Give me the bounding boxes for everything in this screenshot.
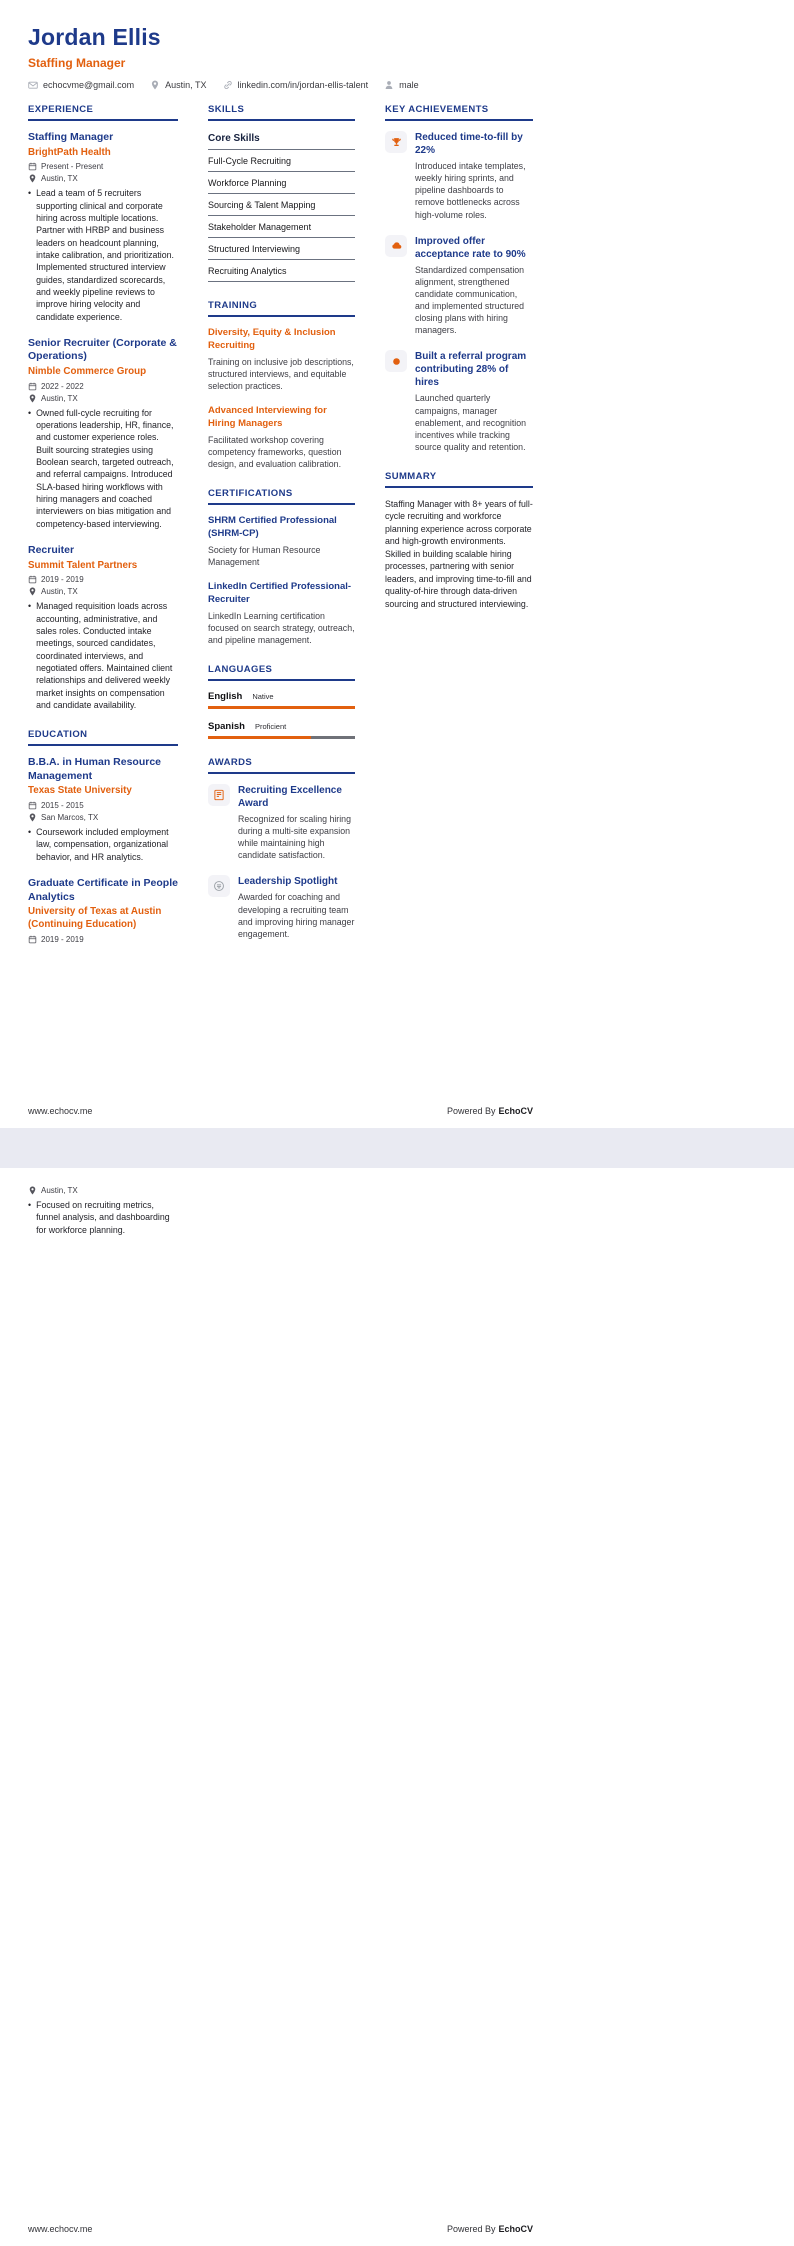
education-section — [28, 729, 178, 944]
certifications-section — [208, 488, 355, 646]
job-bullet: • Owned full-cycle recruiting for operations leadership, HR, finance, and customer experience roles. Built sourcing strategies using Boolean search, targeted outreach, and referral campaigns. Introduced SLA-based hiring workflows with hiring managers and coached interviewers on bias mitigation and competency-based interviewing. — [28, 407, 178, 530]
school-dates — [28, 801, 178, 810]
middle-column — [208, 104, 355, 962]
job-location — [28, 174, 178, 183]
contact-linkedin-text: linkedin.com/in/jordan-ellis-talent — [237, 80, 369, 90]
education-section-header: EDUCATION — [28, 729, 178, 746]
right-column — [385, 104, 533, 962]
achievement-title: Built a referral program contributing 28% of hires — [415, 351, 527, 389]
spotlight-icon — [208, 875, 230, 897]
language-level: Proficient — [254, 721, 287, 731]
job-company: BrightPath Health — [28, 146, 111, 158]
job-location-text: Austin, TX — [41, 587, 78, 597]
skills-section-header: SKILLS — [208, 104, 355, 121]
language-item — [208, 691, 355, 709]
contact-row — [28, 80, 794, 90]
contact-linkedin — [223, 80, 369, 90]
link-icon — [223, 80, 233, 90]
language-name: Spanish — [208, 720, 245, 732]
calendar-icon — [28, 801, 37, 810]
job-bullet: • Lead a team of 5 recruiters supporting clinical and corporate hiring across multiple locations. Partner with HRBP and business leaders on headcount planning, intake calibration, and prioritization. Implemented structured interview guides, standardized scorecards, and weekly pipeline reviews to improve hiring velocity and candidate experience. — [28, 187, 178, 322]
award-title: Recruiting Excellence Award — [238, 784, 342, 809]
achievement-description: Launched quarterly campaigns, manager enablement, and recognition incentives while tracking source quality and retention. — [415, 393, 527, 452]
degree-title: Graduate Certificate in People Analytics — [28, 877, 178, 903]
training-section-header: TRAINING — [208, 300, 355, 317]
email-icon — [28, 80, 38, 90]
training-item — [208, 405, 355, 470]
dot-icon — [385, 350, 407, 372]
page-footer — [28, 1106, 533, 1116]
awards-section-header: AWARDS — [208, 757, 355, 774]
achievement-title: Reduced time-to-fill by 22% — [415, 132, 523, 156]
job-dates-text: 2022 - 2022 — [41, 381, 84, 391]
school-dates-text: 2019 - 2019 — [41, 934, 84, 944]
calendar-icon — [28, 575, 37, 584]
footer-website: www.echocv.me — [28, 1106, 93, 1116]
job-bullet: • Managed requisition loads across accounting, administrative, and sales roles. Conducted intake meetings, sourced candidates, coordinated interviews, and negotiated offers. Maintained client relationships and delivered weekly market insights on compensation and candidate availability. — [28, 600, 178, 711]
certification-description: Society for Human Resource Management — [208, 544, 321, 567]
job-dates — [28, 382, 178, 391]
footer-brand: EchoCV — [498, 2224, 533, 2234]
location-icon — [28, 394, 37, 403]
job-location — [28, 587, 178, 596]
job-dates — [28, 162, 178, 171]
resume-page-2 — [0, 1168, 794, 2246]
school-location-text: San Marcos, TX — [41, 813, 99, 823]
skills-group-title: Core Skills — [208, 131, 355, 150]
candidate-title: Staffing Manager — [28, 56, 126, 70]
summary-section-header: SUMMARY — [385, 471, 533, 488]
contact-location-text: Austin, TX — [165, 80, 207, 90]
candidate-name: Jordan Ellis — [28, 24, 161, 50]
contact-location — [150, 80, 206, 90]
certification-title: LinkedIn Certified Professional-Recruiter — [208, 580, 352, 605]
location-icon — [28, 587, 37, 596]
cloud-icon — [385, 235, 407, 257]
job-dates-text: Present - Present — [41, 162, 104, 172]
job-title: Staffing Manager — [28, 131, 114, 143]
skill-item: Stakeholder Management — [208, 216, 355, 238]
certification-item — [208, 581, 355, 646]
job-company: Nimble Commerce Group — [28, 366, 147, 378]
experience-entry — [28, 131, 178, 323]
achievement-description: Standardized compensation alignment, strengthened candidate communication, and implemented structured closing plans with hiring managers. — [415, 264, 525, 336]
skill-item: Sourcing & Talent Mapping — [208, 194, 355, 216]
resume-columns — [0, 104, 794, 962]
degree-title: B.B.A. in Human Resource Management — [28, 756, 162, 782]
achievement-description: Introduced intake templates, weekly hiring sprints, and pipeline dashboards to remove bottlenecks across high-volume roles. — [415, 161, 526, 220]
language-bar-fill — [208, 706, 355, 709]
education-bullet: • Focused on recruiting metrics, funnel analysis, and dashboarding for workforce planning. — [28, 1199, 178, 1236]
training-description: Facilitated workshop covering competency frameworks, question design, and evaluation calibration. — [208, 434, 342, 469]
award-description: Awarded for coaching and developing a recruiting team and improving hiring manager engagement. — [238, 892, 355, 939]
job-location-text: Austin, TX — [41, 174, 78, 184]
training-item — [208, 327, 355, 392]
contact-gender-text: male — [399, 80, 419, 90]
footer-website: www.echocv.me — [28, 2224, 93, 2234]
footer-powered-by: Powered By EchoCV — [446, 2224, 533, 2234]
school-location — [28, 1186, 178, 1195]
contact-email — [28, 80, 134, 90]
experience-section — [28, 104, 178, 711]
certification-title: SHRM Certified Professional (SHRM-CP) — [208, 515, 337, 539]
achievement-item — [385, 350, 533, 453]
job-company: Summit Talent Partners — [28, 559, 138, 571]
language-item — [208, 721, 355, 739]
training-title: Diversity, Equity & Inclusion Recruiting — [208, 327, 336, 351]
certification-description: LinkedIn Learning certification focused on search strategy, outreach, and pipeline management. — [208, 610, 355, 645]
experience-entry — [28, 337, 178, 530]
experience-entry — [28, 544, 178, 711]
experience-section-header: EXPERIENCE — [28, 104, 178, 121]
award-description: Recognized for scaling hiring during a multi-site expansion while maintaining high candidate satisfaction. — [238, 813, 351, 861]
school-name: University of Texas at Austin (Continuing Education) — [28, 906, 162, 931]
education-entry — [28, 877, 178, 944]
footer-powered-by: Powered By EchoCV — [446, 1106, 533, 1116]
resume-header — [0, 0, 794, 90]
training-title: Advanced Interviewing for Hiring Managers — [208, 405, 327, 429]
page-footer — [28, 2224, 533, 2234]
location-icon — [28, 1186, 37, 1195]
award-item — [208, 875, 355, 940]
language-level: Native — [252, 691, 274, 701]
location-icon — [28, 174, 37, 183]
job-title: Recruiter — [28, 543, 75, 556]
summary-section — [385, 471, 533, 610]
education-entry-continued — [0, 1168, 178, 1236]
certifications-section-header: CERTIFICATIONS — [208, 488, 355, 505]
achievements-section-header: KEY ACHIEVEMENTS — [385, 104, 533, 121]
school-location-text: Austin, TX — [41, 1186, 78, 1195]
location-icon — [150, 80, 160, 90]
calendar-icon — [28, 382, 37, 391]
trophy-icon — [385, 131, 407, 153]
job-location — [28, 394, 178, 403]
achievement-item — [385, 131, 533, 221]
awards-section — [208, 757, 355, 940]
training-description: Training on inclusive job descriptions, structured interviews, and equitable selection practices. — [208, 356, 354, 391]
contact-email-text: echocvme@gmail.com — [43, 80, 135, 90]
award-item — [208, 784, 355, 862]
left-column — [28, 104, 178, 962]
achievement-title: Improved offer acceptance rate to 90% — [415, 235, 526, 260]
footer-brand: EchoCV — [498, 1106, 533, 1116]
location-icon — [28, 813, 37, 822]
person-icon — [384, 80, 394, 90]
language-bar-fill — [208, 736, 311, 739]
job-title: Senior Recruiter (Corporate & Operations) — [28, 336, 177, 363]
language-name: English — [208, 690, 243, 702]
languages-section-header: LANGUAGES — [208, 664, 355, 681]
job-dates-text: 2019 - 2019 — [41, 575, 84, 585]
job-dates — [28, 575, 178, 584]
school-location — [28, 813, 178, 822]
languages-section — [208, 664, 355, 739]
skill-item: Workforce Planning — [208, 172, 355, 194]
skills-section — [208, 104, 355, 282]
contact-gender — [384, 80, 419, 90]
achievements-section — [385, 104, 533, 453]
school-dates — [28, 935, 178, 944]
language-bar — [208, 736, 355, 739]
calendar-icon — [28, 162, 37, 171]
calendar-icon — [28, 935, 37, 944]
skill-item: Recruiting Analytics — [208, 260, 355, 282]
skill-item: Full-Cycle Recruiting — [208, 150, 355, 172]
education-bullet: • Coursework included employment law, compensation, organizational behavior, and HR analytics. — [28, 826, 178, 863]
job-location-text: Austin, TX — [41, 393, 78, 403]
certification-item — [208, 515, 355, 568]
certificate-icon — [208, 784, 230, 806]
school-name: Texas State University — [28, 785, 132, 797]
education-entry — [28, 756, 178, 863]
school-dates-text: 2015 - 2015 — [41, 801, 84, 811]
summary-text: Staffing Manager with 8+ years of full-cycle recruiting and workforce planning experience across corporate and high-growth environments. Skilled in building scalable hiring processes, partnering with senior leaders, and improving time-to-fill and quality-of-hire through data-driven sourcing and structured interviewing. — [385, 499, 533, 609]
award-title: Leadership Spotlight — [238, 876, 338, 888]
skill-item: Structured Interviewing — [208, 238, 355, 260]
training-section — [208, 300, 355, 470]
achievement-item — [385, 235, 533, 337]
language-bar — [208, 706, 355, 709]
